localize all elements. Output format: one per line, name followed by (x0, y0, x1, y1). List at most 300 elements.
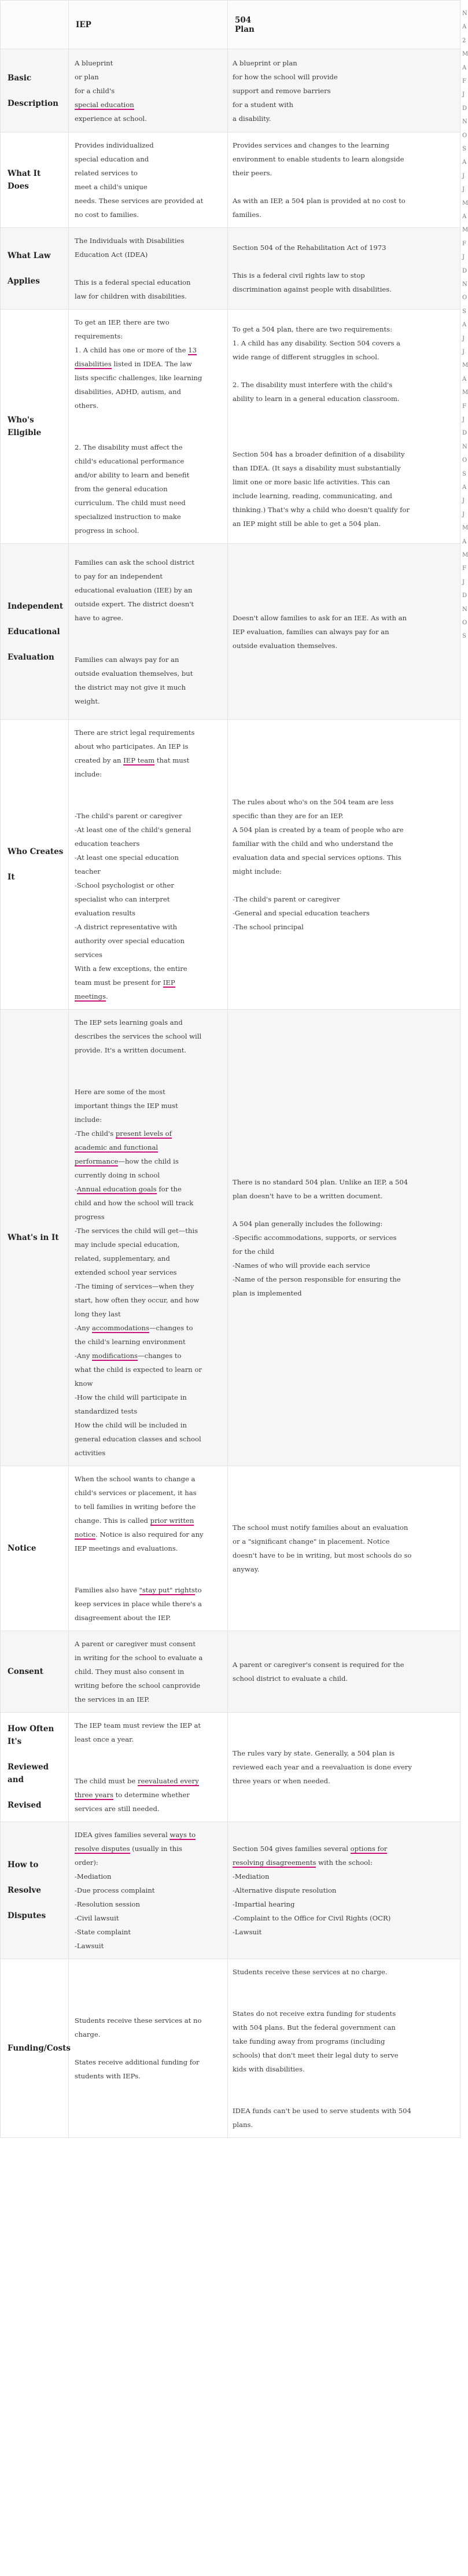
sidebar-letter[interactable]: O (462, 132, 467, 139)
text-line: education teachers (75, 840, 140, 848)
sidebar-letter[interactable]: D (462, 267, 467, 274)
text-line: authority over special education (75, 937, 185, 945)
text-line: long they last (75, 1310, 121, 1318)
text-line: The Individuals with Disabilities (75, 237, 185, 245)
row-header: Consent (1, 1631, 69, 1713)
text-line (75, 795, 223, 809)
text-line: familiar with the child and who understand the (233, 840, 393, 848)
text-line: -Lawsuit (75, 1942, 104, 1950)
text-line (75, 426, 223, 440)
table-row (1, 1713, 460, 1822)
text-line: in writing for the school to evaluate a (75, 1654, 203, 1662)
text-line (75, 1555, 223, 1569)
row-header: Basic Description (1, 49, 69, 133)
text-line: related services to (75, 169, 138, 177)
text-line: a disability. (233, 114, 271, 123)
text-line: Provides individualized (75, 141, 154, 149)
iep-cell (69, 1713, 228, 1822)
sidebar-letter[interactable]: J (462, 335, 465, 342)
text-line: limit one or more basic life activities. This can (233, 478, 390, 486)
text-line: To get an IEP, there are two (75, 318, 169, 326)
sidebar-letter[interactable]: J (462, 579, 465, 586)
text-line: performance—how the child is (75, 1157, 179, 1165)
row-header: Who Creates It (1, 720, 69, 1010)
text-line: -Lawsuit (233, 1928, 262, 1936)
text-line: wide range of different struggles in school. (233, 353, 379, 361)
text-line: what the child is expected to learn or (75, 1366, 202, 1374)
text-line: charge. (75, 2030, 101, 2038)
row-header: Independent Educational Evaluation (1, 544, 69, 720)
text-line: for the child (233, 1247, 274, 1256)
table-row (1, 1631, 460, 1713)
sidebar-letter[interactable]: S (462, 633, 466, 640)
text-line: A parent or caregiver must consent (75, 1640, 196, 1648)
iep-cell (69, 1010, 228, 1466)
text-line: meet a child's unique (75, 183, 148, 191)
text-line: disabilities, ADHD, autism, and (75, 388, 181, 396)
sidebar-letter[interactable]: J (462, 349, 465, 355)
text-line: three years or when needed. (233, 1777, 330, 1785)
text-line: IDEA gives families several ways to (75, 1831, 196, 1839)
table-row (1, 1959, 460, 2138)
inline-link[interactable]: resolve disputes (75, 1845, 130, 1853)
text-line: The IEP sets learning goals and (75, 1018, 183, 1026)
table-row (1, 1822, 460, 1959)
text-line: specialized instruction to make (75, 513, 181, 521)
text-line (75, 1746, 223, 1760)
text-line: three years to determine whether (75, 1791, 190, 1799)
sidebar-letter[interactable]: S (462, 470, 466, 477)
text-line: the child's learning environment (75, 1338, 186, 1346)
text-line: services are still needed. (75, 1805, 160, 1813)
sidebar-letter[interactable]: F (462, 240, 466, 247)
sidebar-letter[interactable]: D (462, 105, 467, 112)
iep-cell (69, 1466, 228, 1631)
inline-link[interactable]: reevaluated every (137, 1777, 199, 1785)
iep-column-header (69, 1, 228, 49)
plan504-cell (228, 133, 460, 228)
text-line: Education Act (IDEA) (75, 251, 148, 259)
text-line: 2. The disability must interfere with the child's (233, 381, 393, 389)
text-line: have to agree. (75, 613, 124, 622)
text-line: -Any accommodations—changes to (75, 1324, 193, 1332)
text-line: evaluation results (75, 909, 136, 917)
text-line (233, 419, 455, 433)
sidebar-letter[interactable]: A (462, 159, 467, 166)
text-line: school district to evaluate a child. (233, 1675, 348, 1683)
text-line: Doesn't allow families to ask for an IEE. As with an (233, 613, 407, 622)
text-line: lists specific challenges, like learning (75, 374, 202, 382)
sidebar-letter[interactable]: D (462, 593, 467, 599)
sidebar-letter[interactable]: J (462, 91, 465, 98)
text-line: -A district representative with (75, 923, 178, 931)
inline-link[interactable]: ways to (169, 1831, 196, 1839)
text-line: anyway. (233, 1565, 260, 1573)
inline-link[interactable]: three years (75, 1791, 113, 1799)
text-line: experience at school. (75, 114, 147, 123)
inline-link[interactable]: accommodations (92, 1324, 149, 1332)
sidebar-letter[interactable]: F (462, 565, 466, 572)
sidebar-letter[interactable]: M (462, 51, 468, 58)
text-line: evaluation data and special services options. This (233, 853, 401, 862)
text-line: plan is implemented (233, 1289, 302, 1297)
sidebar-letter[interactable]: A (462, 322, 467, 329)
sidebar-letter[interactable]: A (462, 214, 467, 220)
text-line: disabilities listed in IDEA. The law (75, 360, 192, 368)
inline-link[interactable]: present levels of (115, 1129, 172, 1138)
text-line: outside evaluation themselves. (233, 641, 338, 650)
text-line: The rules vary by state. Generally, a 504 plan is (233, 1749, 395, 1757)
sidebar-letter[interactable]: F (462, 78, 466, 84)
text-line: The child must be reevaluated every (75, 1777, 199, 1785)
text-line: least once a year. (75, 1735, 134, 1743)
text-line: Provides services and changes to the learning (233, 141, 389, 149)
text-line: schools) that don't meet their legal duty to serve (233, 2051, 399, 2059)
text-line: start, how often they occur, and how (75, 1296, 200, 1304)
text-line: special education and (75, 155, 149, 163)
text-line: -Mediation (75, 1872, 112, 1881)
iep-cell (69, 1959, 228, 2138)
text-line (233, 406, 455, 419)
text-line: -Annual education goals for the (75, 1185, 182, 1193)
text-line: This is a federal special education (75, 278, 191, 286)
text-line: progress (75, 1213, 105, 1221)
text-line: A blueprint (75, 58, 113, 67)
plan504-cell (228, 1822, 460, 1959)
text-line: There are strict legal requirements (75, 728, 195, 737)
504-header-label: 504 Plan (235, 15, 255, 34)
text-line: curriculum. The child must need (75, 499, 186, 507)
inline-link[interactable]: notice (75, 1530, 96, 1539)
text-line (75, 781, 223, 795)
text-line: -Due process complaint (75, 1886, 155, 1894)
text-line: -Resolution session (75, 1900, 140, 1908)
plan504-cell (228, 310, 460, 544)
sidebar-letter[interactable]: M (462, 389, 468, 396)
text-line: specialist who can interpret (75, 895, 170, 903)
text-line (233, 364, 455, 378)
text-line: -The child's parent or caregiver (75, 812, 182, 820)
text-line: services (75, 951, 102, 959)
table-row (1, 310, 460, 544)
text-line: currently doing in school (75, 1171, 160, 1179)
sidebar-letter[interactable]: N (462, 119, 467, 126)
text-line: their peers. (233, 169, 272, 177)
sidebar-letter[interactable]: J (462, 172, 465, 179)
text-line: -How the child will participate in (75, 1393, 187, 1401)
text-line: the district may not give it much (75, 683, 186, 691)
row-header: Notice (1, 1466, 69, 1631)
text-line: outside expert. The district doesn't (75, 599, 194, 608)
text-line: for how the school will provide (233, 72, 338, 81)
text-line: progress in school. (75, 527, 139, 535)
text-line: A parent or caregiver's consent is required for the (233, 1661, 404, 1669)
text-line: or a "significant change" in placement. Notice (233, 1537, 390, 1545)
text-line: Families can ask the school district (75, 558, 194, 566)
text-line: States do not receive extra funding for students (233, 2010, 396, 2018)
text-line: 1. A child has any disability. Section 504 covers a (233, 339, 401, 347)
text-line: When the school wants to change a (75, 1475, 196, 1483)
text-line: or plan (75, 72, 99, 81)
text-line: -The child's parent or caregiver (233, 895, 340, 903)
text-line: child. They must also consent in (75, 1668, 185, 1676)
sidebar-letter[interactable]: N (462, 606, 467, 613)
plan504-cell (228, 1631, 460, 1713)
text-line: -Alternative dispute resolution (233, 1886, 337, 1894)
text-line: doesn't have to be in writing, but most schools do so (233, 1551, 412, 1559)
sidebar-letter[interactable]: A (462, 484, 467, 491)
text-line: Families also have "stay put" rightsto (75, 1586, 202, 1594)
text-line: The school must notify families about an evaluation (233, 1523, 408, 1532)
text-line: general education classes and school (75, 1435, 201, 1443)
text-line: -School psychologist or other (75, 881, 174, 889)
inline-link[interactable]: resolving disagreements (233, 1859, 316, 1867)
text-line: outside evaluation themselves, but (75, 669, 193, 678)
text-line: This is a federal civil rights law to stop (233, 271, 365, 279)
text-line: IEP evaluation, families can always pay for an (233, 627, 389, 636)
sidebar-letter[interactable]: J (462, 186, 465, 193)
inline-link[interactable]: special education (75, 100, 134, 109)
text-line: students with IEPs. (75, 2072, 141, 2080)
text-line: from the general education (75, 485, 168, 493)
text-line: take funding away from programs (including (233, 2037, 385, 2045)
text-line: thinking.) That's why a child who doesn't qualify for (233, 506, 410, 514)
text-line: -At least one of the child's general (75, 826, 191, 834)
text-line: educational evaluation (IEE) by an (75, 586, 193, 594)
text-line: -General and special education teachers (233, 909, 370, 917)
table-row (1, 228, 460, 310)
sidebar-letter[interactable]: O (462, 620, 467, 626)
text-line: extended school year services (75, 1268, 177, 1276)
iep-cell (69, 49, 228, 133)
plan504-cell (228, 1010, 460, 1466)
text-line: writing before the school canprovide (75, 1681, 201, 1690)
text-line: weight. (75, 697, 100, 705)
text-line: for a student with (233, 100, 294, 109)
text-line: include: (75, 770, 102, 778)
text-line: The rules about who's on the 504 team are less (233, 798, 394, 806)
text-line: might include: (233, 867, 282, 875)
text-line: child's services or placement, it has (75, 1489, 197, 1497)
text-line: disagreement about the IEP. (75, 1614, 171, 1622)
row-header: How to Resolve Disputes (1, 1822, 69, 1959)
inline-link[interactable]: 13 (188, 346, 197, 354)
text-line: describes the services the school will (75, 1032, 202, 1040)
table-row (1, 49, 460, 133)
text-line: keep services in place while there's a (75, 1600, 202, 1608)
inline-link[interactable]: modifications (92, 1352, 138, 1360)
inline-link[interactable]: academic and functional (75, 1143, 159, 1151)
plan504-cell (228, 1713, 460, 1822)
text-line: Section 504 gives families several options for (233, 1845, 388, 1853)
text-line (75, 1057, 223, 1071)
table-row (1, 544, 460, 720)
text-line: -The school principal (233, 923, 304, 931)
text-line (75, 625, 223, 639)
sidebar-letter[interactable]: A (462, 538, 467, 545)
text-line: to tell families in writing before the (75, 1503, 196, 1511)
sidebar-letter[interactable]: S (462, 308, 466, 315)
text-line: with 504 plans. But the federal government can (233, 2023, 396, 2032)
text-line (233, 878, 455, 892)
text-line (233, 1203, 455, 1217)
sidebar-letter[interactable]: M (462, 200, 468, 207)
text-line: activities (75, 1449, 106, 1457)
text-line (75, 98, 223, 112)
text-line (233, 433, 455, 447)
plan504-cell (228, 228, 460, 310)
text-line (233, 1993, 455, 2007)
sidebar-letter[interactable]: M (462, 227, 468, 234)
row-header: What Law Applies (1, 228, 69, 310)
sidebar-letter[interactable]: O (462, 295, 467, 301)
plan504-cell (228, 720, 460, 1010)
text-line: -Any modifications—changes to (75, 1352, 182, 1360)
inline-link[interactable]: meetings (75, 992, 106, 1000)
table-row (1, 1466, 460, 1631)
sidebar-letter[interactable]: 2 (462, 37, 466, 44)
text-line: law for children with disabilities. (75, 292, 187, 300)
inline-link[interactable]: "stay put" rights (139, 1586, 195, 1594)
text-line: -Civil lawsuit (75, 1914, 119, 1922)
text-line: order): (75, 1859, 98, 1867)
iep-cell (69, 228, 228, 310)
text-line: Families can always pay for an (75, 655, 179, 664)
text-line: ability to learn in a general education classroom. (233, 395, 400, 403)
text-line: important things the IEP must (75, 1102, 178, 1110)
text-line: How the child will be included in (75, 1421, 187, 1429)
text-line: needs. These services are provided at (75, 197, 204, 205)
text-line (75, 2041, 223, 2055)
inline-link[interactable]: options for (350, 1845, 388, 1853)
iep-cell (69, 310, 228, 544)
inline-link[interactable]: IEP (163, 978, 175, 987)
text-line: Students receive these services at no charge. (233, 1968, 388, 1976)
text-line: A 504 plan is created by a team of people who are (233, 826, 404, 834)
text-line: no cost to families. (75, 211, 139, 219)
iep-cell (69, 1822, 228, 1959)
text-line: requirements: (75, 332, 123, 340)
text-line: meetings. (75, 992, 108, 1000)
text-line: reviewed each year and a reevaluation is done every (233, 1763, 412, 1771)
sidebar-letter[interactable]: N (462, 10, 467, 17)
row-header: Who's Eligible (1, 310, 69, 544)
text-line: States receive additional funding for (75, 2058, 200, 2066)
sidebar-letter[interactable]: N (462, 443, 467, 450)
text-line: resolving disagreements with the school: (233, 1859, 373, 1867)
text-line: specific than they are for an IEP. (233, 812, 344, 820)
sidebar-letter[interactable]: A (462, 24, 467, 31)
sidebar-letter[interactable]: A (462, 376, 467, 382)
sidebar-letter[interactable]: N (462, 281, 467, 288)
archive-sidebar-letters (460, 0, 468, 2576)
sidebar-letter[interactable]: S (462, 146, 466, 152)
iep-cell (69, 133, 228, 228)
text-line: notice. Notice is also required for any (75, 1530, 204, 1539)
text-line: 2. The disability must affect the (75, 443, 183, 451)
text-line: With a few exceptions, the entire (75, 965, 187, 973)
text-line: -At least one special education (75, 853, 179, 862)
plan504-cell (228, 544, 460, 720)
sidebar-letter[interactable]: J (462, 417, 465, 423)
text-line: The IEP team must review the IEP at (75, 1721, 201, 1729)
text-line (233, 255, 455, 268)
text-line (233, 2090, 455, 2104)
text-line: may include special education, (75, 1241, 180, 1249)
text-line: child and how the school will track (75, 1199, 194, 1207)
text-line: families. (233, 211, 261, 219)
iep-cell (69, 1631, 228, 1713)
header-row (1, 1, 460, 49)
text-line: As with an IEP, a 504 plan is provided at no cost to (233, 197, 406, 205)
sidebar-letter[interactable]: M (462, 362, 468, 369)
iep-cell (69, 544, 228, 720)
plan504-cell (228, 49, 460, 133)
row-header: What It Does (1, 133, 69, 228)
sidebar-letter[interactable]: J (462, 511, 465, 518)
text-line: -State complaint (75, 1928, 131, 1936)
text-line: -Name of the person responsible for ensuring the (233, 1275, 401, 1283)
sidebar-letter[interactable]: D (462, 430, 467, 437)
table-row (1, 1010, 460, 1466)
sidebar-letter[interactable]: F (462, 403, 466, 410)
text-line: the services in an IEP. (75, 1695, 150, 1703)
text-line: 1. A child has one or more of the 13 (75, 346, 197, 354)
text-line: Section 504 has a broader definition of a disability (233, 450, 405, 458)
text-line: include learning, reading, communicating, and (233, 492, 392, 500)
sidebar-letter[interactable]: A (462, 64, 467, 71)
inline-link[interactable]: Annual education goals (76, 1185, 157, 1193)
sidebar-letter[interactable]: J (462, 498, 465, 505)
text-line: Here are some of the most (75, 1088, 165, 1096)
sidebar-letter[interactable]: M (462, 552, 468, 558)
text-line: To get a 504 plan, there are two requirements: (233, 325, 392, 333)
text-line (75, 1569, 223, 1583)
text-line: resolve disputes (usually in this (75, 1845, 182, 1853)
text-line: -The timing of services—when they (75, 1282, 194, 1290)
text-line: kids with disabilities. (233, 2065, 305, 2073)
comparison-table-body (1, 1, 460, 2138)
text-line: know (75, 1379, 93, 1388)
inline-link[interactable]: IEP team (123, 756, 155, 764)
text-line: provide. It's a written document. (75, 1046, 187, 1054)
text-line: and/or ability to learn and benefit (75, 471, 190, 479)
text-line: related, supplementary, and (75, 1254, 170, 1263)
corner-cell (1, 1, 69, 49)
504-column-header (228, 1, 460, 49)
text-line (233, 1979, 455, 1993)
text-line: -Names of who will provide each service (233, 1261, 370, 1269)
text-line (75, 639, 223, 653)
text-line: -Specific accommodations, supports, or services (233, 1234, 397, 1242)
text-line: for a child's (75, 86, 115, 95)
inline-link[interactable]: performance (75, 1157, 119, 1165)
text-line: -The child's present levels of (75, 1129, 172, 1138)
inline-link[interactable]: disabilities (75, 360, 112, 368)
sidebar-letter[interactable]: O (462, 457, 467, 464)
text-line: plan doesn't have to be a written document. (233, 1192, 383, 1200)
text-line (75, 1071, 223, 1085)
text-line: created by an IEP team that must (75, 756, 190, 764)
text-line (233, 180, 455, 194)
text-line: -Complaint to the Office for Civil Rights (OCR) (233, 1914, 391, 1922)
text-line: environment to enable students to learn alongside (233, 155, 404, 163)
row-header: What's in It (1, 1010, 69, 1466)
inline-link[interactable]: prior written (150, 1517, 194, 1525)
sidebar-letter[interactable]: M (462, 525, 468, 532)
sidebar-letter[interactable]: J (462, 254, 465, 261)
text-line: an IEP might still be able to get a 504 plan. (233, 520, 381, 528)
